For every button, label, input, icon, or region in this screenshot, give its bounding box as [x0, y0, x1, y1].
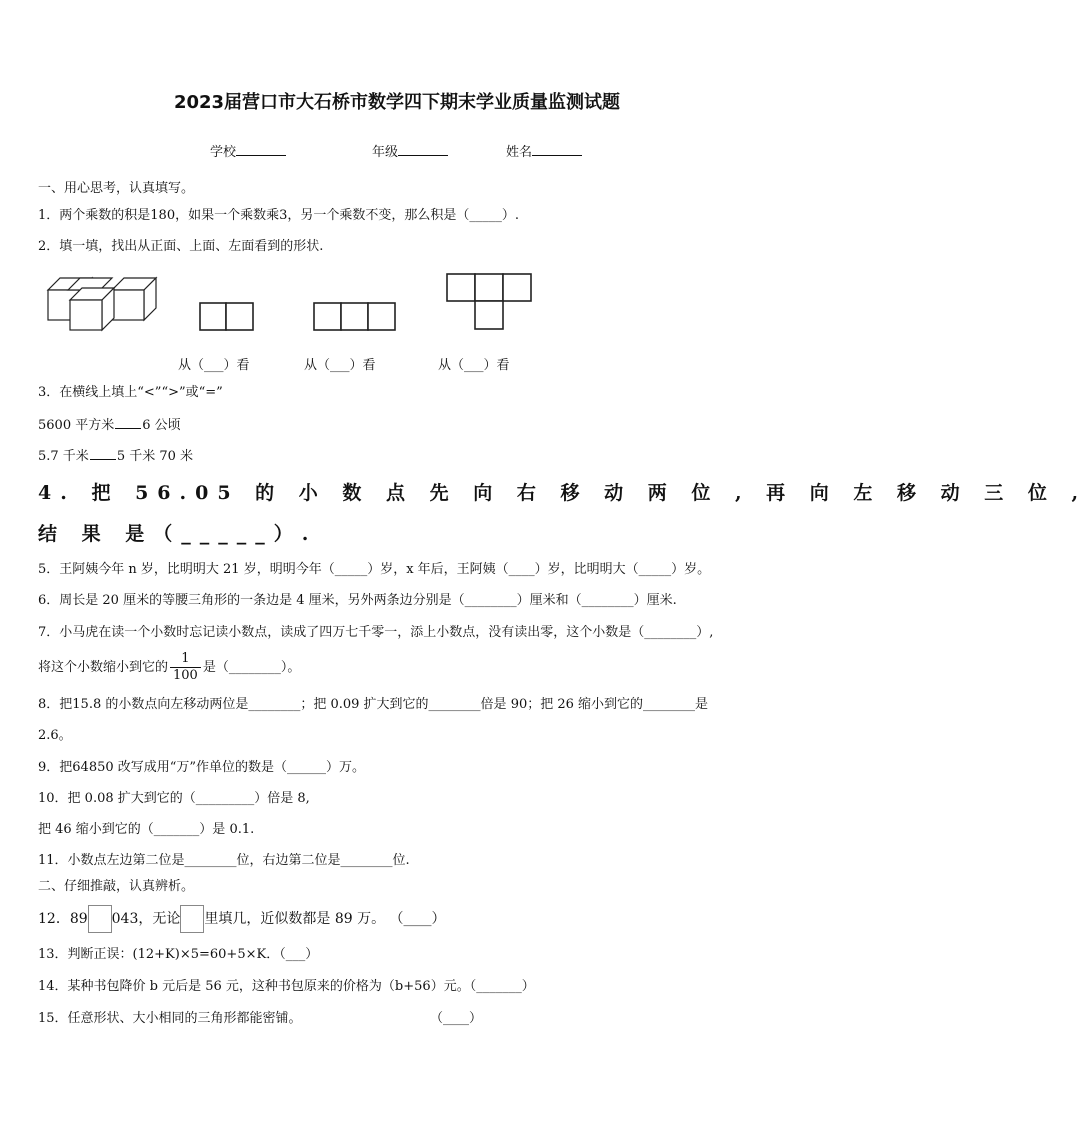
question-15-blank: （____）	[430, 1011, 483, 1026]
question-8-line-1: 8．把15.8 的小数点向左移动两位是________；把 0.09 扩大到它的________倍是 90；把 26 缩小到它的________是	[38, 697, 709, 712]
question-8-line-2: 2.6。	[38, 728, 72, 743]
question-13: 13．判断正误：(12+K)×5=60+5×K．（___）	[38, 947, 319, 962]
three-square-view	[313, 302, 397, 332]
digit-box	[180, 905, 204, 933]
question-6: 6．周长是 20 厘米的等腰三角形的一条边是 4 厘米，另外两条边分别是（________）厘米和（________）厘米.	[38, 593, 677, 608]
grade-field: 年级	[372, 141, 448, 160]
question-4-line-2: 结 果 是（_____）.	[38, 523, 318, 545]
section-2-heading: 二、仔细推敲，认真辨析。	[38, 879, 195, 894]
question-3: 3．在横线上填上“<”“>”或“=”	[38, 385, 223, 400]
question-15: 15．任意形状、大小相同的三角形都能密铺。	[38, 1011, 302, 1026]
section-1-heading: 一、用心思考，认真填写。	[38, 181, 195, 196]
question-2: 2．填一填，找出从正面、上面、左面看到的形状.	[38, 239, 324, 254]
page-title: 2023届营口市大石桥市数学四下期末学业质量监测试题	[173, 92, 621, 113]
question-9: 9．把64850 改写成用“万”作单位的数是（______）万。	[38, 760, 366, 775]
question-3b: 5.7 千米 5 千米 70 米	[38, 449, 194, 464]
question-3a: 5600 平方米 6 公顷	[38, 418, 181, 433]
view-caption-3: 从（___）看	[438, 358, 510, 373]
question-14: 14．某种书包降价 b 元后是 56 元，这种书包原来的价格为（b+56）元。（_______）	[38, 979, 535, 994]
question-10-line-1: 10．把 0.08 扩大到它的（_________）倍是 8,	[38, 791, 310, 806]
view-caption-2: 从（___）看	[304, 358, 376, 373]
t-shape-view	[446, 273, 534, 331]
school-field: 学校	[210, 141, 286, 160]
question-4-line-1: 4. 把 56.05 的 小 数 点 先 向 右 移 动 两 位 , 再 向 左 移 动 三 位 ,	[38, 482, 1087, 504]
cube-figure	[46, 276, 158, 332]
name-field: 姓名	[506, 141, 582, 160]
question-11: 11．小数点左边第二位是________位，右边第二位是________位.	[38, 853, 410, 868]
fraction-one-hundredth: $\frac{1}{100}$	[170, 651, 201, 684]
digit-box	[88, 905, 112, 933]
question-5: 5．王阿姨今年 n 岁，比明明大 21 岁，明明今年（_____）岁，x 年后，王阿姨（____）岁，比明明大（_____）岁。	[38, 562, 711, 577]
two-square-view	[199, 302, 255, 332]
view-caption-1: 从（___）看	[178, 358, 250, 373]
question-7-line-1: 7．小马虎在读一个小数时忘记读小数点，读成了四万七千零一，添上小数点，没有读出零，这个小数是（________）,	[38, 625, 714, 640]
question-12: 12．89 043，无论 里填几，近似数都是 89 万。 （____）	[38, 904, 446, 934]
question-10-line-2: 把 46 缩小到它的（_______）是 0.1.	[38, 822, 255, 837]
question-1: 1．两个乘数的积是180，如果一个乘数乘3，另一个乘数不变，那么积是（_____）.	[38, 208, 519, 223]
question-7-line-2: 将这个小数缩小到它的 $\frac{1}{100}$ 是（________）。	[38, 651, 301, 683]
